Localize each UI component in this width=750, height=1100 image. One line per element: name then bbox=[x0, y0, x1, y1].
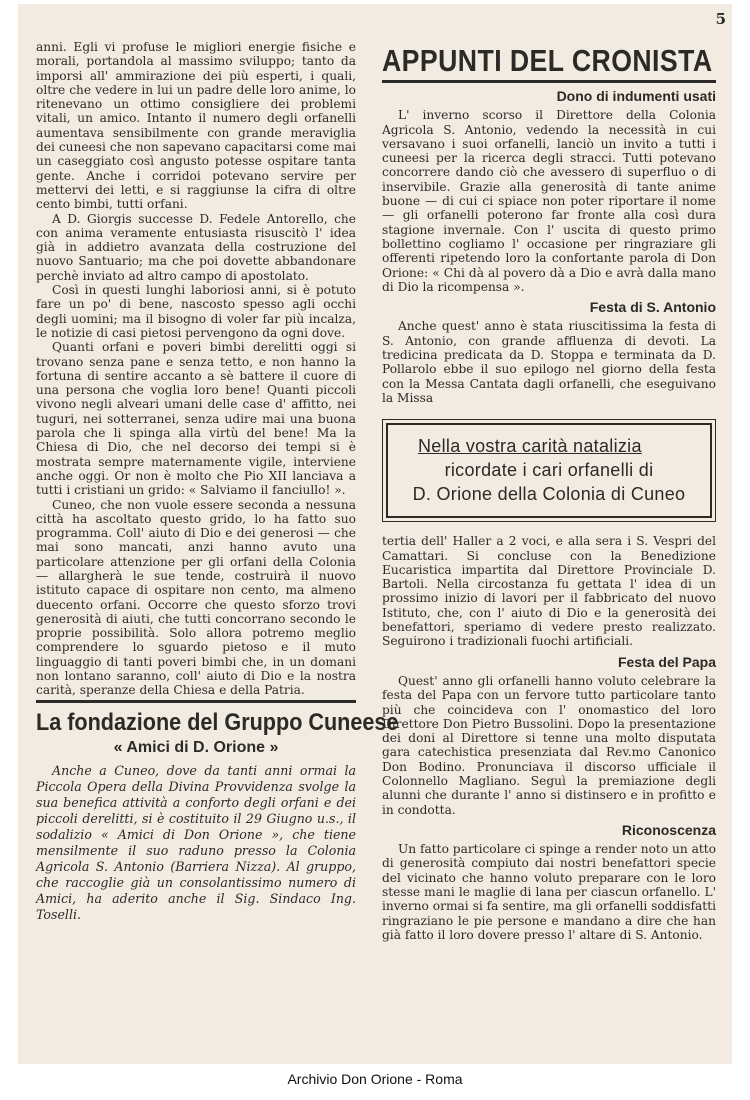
festa-antonio-continued: tertia dell' Haller a 2 voci, e alla sera i S. Vespri del Camattari. Si concluse con la Benedizione Eucaristica impartita dal Direttore Provinciale D. Bartoli. Nella circostanza fu gettata l' idea di un prossimo inizio di lavori per il fabbricato del nuovo Istituto, che, con l' aiuto di Dio e la generosità dei benefattori, speriamo di vedere presto realizzato. Seguirono i tradizionali fuochi artificiali. bbox=[382, 534, 716, 649]
festa-antonio-text: Anche quest' anno è stata riuscitissima la festa di S. Antonio, con grande affluenza di devoti. La tredicina predicata da D. Stoppa e terminata da D. Pollarolo ebbe il suo epilogo nel giorno della festa con la Messa Cantata dagli orfanelli, che eseguivano la Missa bbox=[382, 319, 716, 405]
article-paragraph: A D. Giorgis successe D. Fedele Antorello, che con anima veramente entusiasta risuscitò l' idea già in addietro avanzata della costruzione del nuovo Santuario; ma che poi dovette abbandonare perchè inviato ad altro campo di apostolato. bbox=[36, 211, 356, 283]
title-underline bbox=[382, 80, 716, 83]
festa-antonio-heading: Festa di S. Antonio bbox=[589, 299, 716, 316]
dono-heading: Dono di indumenti usati bbox=[556, 88, 716, 104]
right-column bbox=[382, 44, 716, 942]
riconoscenza-heading: Riconoscenza bbox=[621, 821, 716, 838]
newsletter-page bbox=[18, 4, 732, 1064]
group-founding-text: Anche a Cuneo, dove da tanti anni ormai la Piccola Opera della Divina Provvidenza svolge la sua benefica attività a conforto degli orfani e dei piccoli derelitti, si è costituito il 29 Giugno u.s., il sodalizio « Amici di Don Orione », che tiene mensilmente il suo raduno presso la Colonia Agricola S. Antonio (Barriera Nizza). Al gruppo, che raccoglie già un consolantissimo numero di Amici, ha aderito anche il Sig. Sindaco Ing. Toselli. bbox=[36, 762, 356, 922]
left-column bbox=[36, 40, 399, 923]
article-paragraph: anni. Egli vi profuse le migliori energie fisiche e morali, portandola al massimo sviluppo; tanto da imporsi all' ammirazione dei più esperti, i quali, oltre che vedere in lui un padre delle loro anime, lo ritenevano un ottimo consigliere dei problemi vitali, un amico. Intanto il numero degli orfanelli aumentava sensibilmente con grande meraviglia dei cuneesi che non sapevano capacitarsi come mai un caseggiato così angusto potesse ospitare tanta gente. Anche i corridoi potevano servire per mettervi dei letti, e si raggiunse la cifra di oltre cento bimbi, tutti orfani. bbox=[36, 40, 356, 212]
page-number: 5 bbox=[715, 10, 726, 28]
group-founding-title: La fondazione del Gruppo Cuneese bbox=[36, 708, 399, 736]
section-divider bbox=[36, 700, 356, 703]
appeal-line-3: D. Orione della Colonia di Cuneo bbox=[412, 484, 686, 505]
dono-text: L' inverno scorso il Direttore della Colonia Agricola S. Antonio, vedendo la necessità in cui versavano i suoi orfanelli, lanciò un invito a tutti i cuneesi per la ricerca degli stracci. Tutti potevano concorrere dando ciò che avessero di superfluo o di inservibile. Grazie alla generosità di tante anime buone — di cui ci spiace non poter riportare il nome — gli orfanelli poterono far fronte alla così dura stagione invernale. Con l' uscita di questo primo bollettino cogliamo l' occasione per ringraziare gli offerenti ripetendo loro la confortante parola di Don Orione: « Chi dà al povero dà a Dio e avrà dalla mano di Dio la ricompensa ». bbox=[382, 108, 716, 294]
christmas-appeal-box bbox=[382, 419, 716, 522]
article-paragraph: Quanti orfani e poveri bimbi derelitti oggi si trovano senza pane e senza tetto, e non hanno la fortuna di sentire accanto a sè battere il cuore di una persona che voglia loro bene! Quanti piccoli vivono negli alveari umani delle case d' affitto, nei tuguri, nei sotterranei, senza udire mai una buona parola che li spinga alla virtù del bene! Ma la Chiesa di Dio, che nel decorso dei tempi si è mostrata sempre maternamente vigile, interviene anche oggi. Or non è molto che Pio XII lanciava a tutti i cristiani un grido: « Salviamo il fanciullo! ». bbox=[36, 340, 356, 498]
group-founding-subtitle: « Amici di D. Orione » bbox=[113, 738, 279, 756]
article-paragraph: Così in questi lunghi laboriosi anni, si è potuto fare un po' di bene, nascosto spesso agli occhi degli uomini; ma il bisogno di voler far più incalza, le notizie di casi pietosi pervengono da ogni dove. bbox=[36, 283, 356, 340]
christmas-appeal-inner bbox=[386, 423, 712, 518]
festa-papa-text: Quest' anno gli orfanelli hanno voluto celebrare la festa del Papa con un fervore tutto particolare tanto più che coincideva con l' onomastico del loro Direttore Don Pietro Bussolini. Dopo la presentazione dei doni al Direttore si tenne una molto disputata gara catechistica presenziata dal Rev.mo Canonico Don Bodino. Pronunciava il discorso ufficiale il Colonnello Magliano. Seguì la premiazione degli alunni che durante l' anno si distinsero e in profitto e in condotta. bbox=[382, 673, 716, 817]
riconoscenza-text: Un fatto particolare ci spinge a render noto un atto di generosità compiuto dai nostri benefattori specie del vicinato che hanno voluto preparare con le loro stesse mani le maglie di lana per ciascun orfanello. L' inverno ormai si fa sentire, ma gli orfanelli soddisfatti ringraziano le pie persone e mandano a dire che han già fatto il loro dovere presso l' altare di S. Antonio. bbox=[382, 842, 717, 942]
article-paragraph: Cuneo, che non vuole essere seconda a nessuna città ha ascoltato questo grido, lo ha fatto suo programma. Coll' aiuto di Dio e dei generosi — che mai sono mancati, anzi hanno avuto una particolare attenzione per gli orfani della Colonia — allargherà le sue tende, costruirà il nuovo istituto capace di ospitare non cento, ma almeno duecento orfani. Occorre che questo sforzo trovi generosità di aiuti, che tutti concorrano secondo le proprie possibilità. Solo allora potremo meglio comprendere lo sguardo pietoso e il muto linguaggio di tanti poveri bimbi che, in un domani non lontano saranno, coll' aiuto di Dio e la nostra carità, speranze della Chiesa e della Patria. bbox=[36, 497, 356, 698]
archive-footer: Archivio Don Orione - Roma bbox=[287, 1071, 463, 1087]
chronicle-title: APPUNTI DEL CRONISTA bbox=[382, 43, 713, 78]
appeal-line-2: ricordate i cari orfanelli di bbox=[444, 460, 654, 481]
festa-papa-heading: Festa del Papa bbox=[617, 653, 716, 670]
appeal-line-1: Nella vostra carità natalizia bbox=[418, 436, 642, 457]
